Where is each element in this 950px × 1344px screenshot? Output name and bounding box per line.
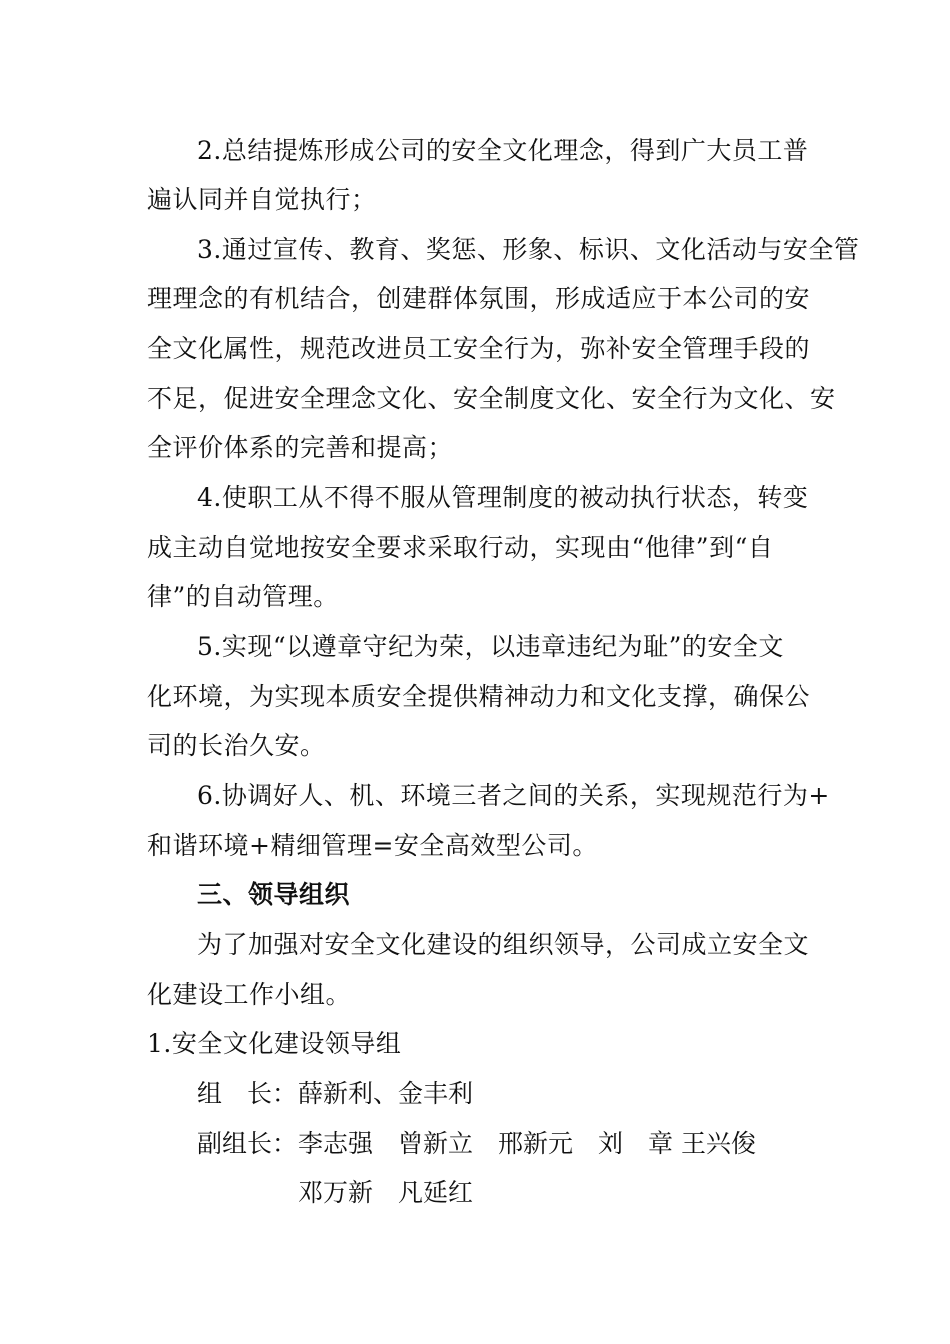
leader-names: 薛新利、金丰利 — [298, 1079, 474, 1108]
paragraph-2-line-1: 2.总结提炼形成公司的安全文化理念，得到广大员工普 — [197, 136, 809, 165]
deputy-names-continued: 邓万新 凡延红 — [298, 1178, 474, 1207]
deputy-label: 副组长： — [197, 1129, 298, 1158]
intro-line-1: 为了加强对安全文化建设的组织领导，公司成立安全文 — [197, 930, 810, 959]
paragraph-3-line-1: 3.通过宣传、教育、奖惩、形象、标识、文化活动与安全管 — [197, 235, 860, 264]
paragraph-4-line-3: 律”的自动管理。 — [147, 582, 339, 611]
section-heading: 三、领导组织 — [197, 880, 351, 909]
paragraph-3-line-3: 全文化属性，规范改进员工安全行为，弥补安全管理手段的 — [147, 334, 811, 363]
paragraph-6-line-1: 6.协调好人、机、环境三者之间的关系，实现规范行为+ — [197, 781, 830, 810]
subsection-title: 1.安全文化建设领导组 — [147, 1029, 402, 1058]
paragraph-3-line-4: 不足，促进安全理念文化、安全制度文化、安全行为文化、安 — [147, 384, 836, 413]
paragraph-4-line-2: 成主动自觉地按安全要求采取行动，实现由“他律”到“自 — [147, 533, 774, 562]
paragraph-3-line-2: 理理念的有机结合，创建群体氛围，形成适应于本公司的安 — [147, 284, 811, 313]
paragraph-4-line-1: 4.使职工从不得不服从管理制度的被动执行状态，转变 — [197, 483, 809, 512]
deputy-names: 李志强 曾新立 邢新元 刘 章 王兴俊 — [298, 1129, 756, 1158]
paragraph-3-line-5: 全评价体系的完善和提高； — [147, 433, 454, 462]
paragraph-6-line-2: 和谐环境+精细管理=安全高效型公司。 — [147, 831, 598, 860]
intro-line-2: 化建设工作小组。 — [147, 980, 352, 1009]
paragraph-5-line-2: 化环境，为实现本质安全提供精神动力和文化支撑，确保公 — [147, 682, 811, 711]
paragraph-2-line-2: 遍认同并自觉执行； — [147, 185, 377, 214]
leader-label: 组 长： — [197, 1079, 298, 1108]
paragraph-5-line-1: 5.实现“以遵章守纪为荣，以违章违纪为耻”的安全文 — [197, 632, 784, 661]
paragraph-5-line-3: 司的长治久安。 — [147, 731, 326, 760]
